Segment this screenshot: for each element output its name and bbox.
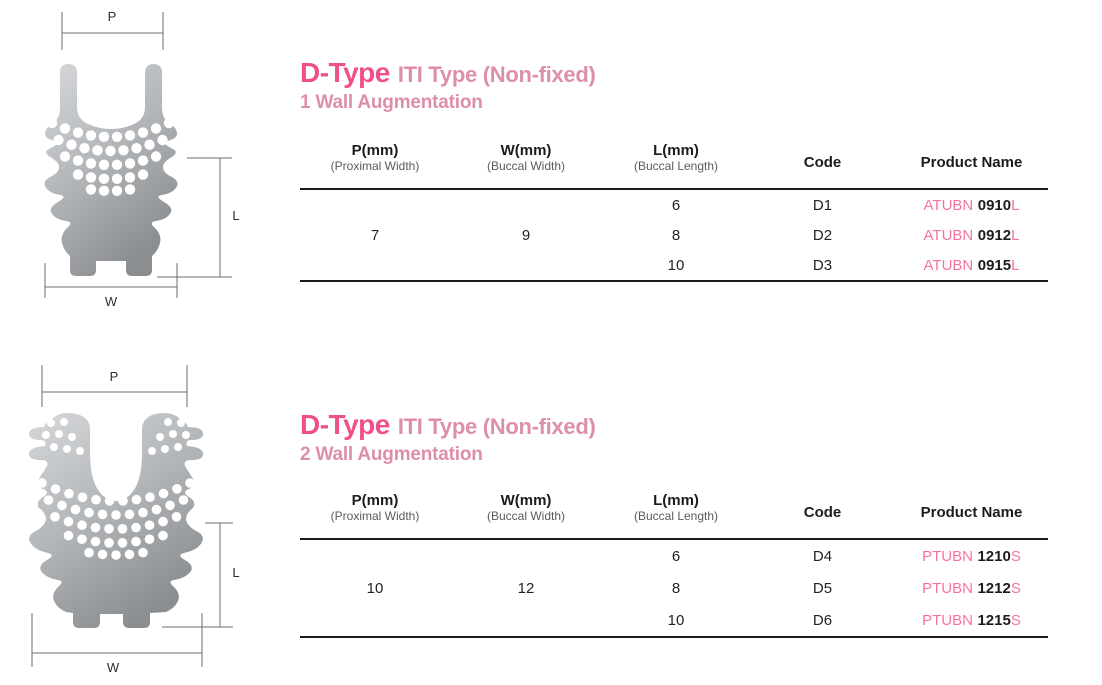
cell-l: 8 <box>671 579 681 597</box>
product-number: 0915 <box>977 256 1012 274</box>
title-type: ITI Type (Non-fixed) <box>397 414 596 439</box>
product-suffix: S <box>1010 579 1021 597</box>
cell-product-name <box>895 572 1048 604</box>
cell-code: D2 <box>812 226 833 244</box>
cell-code: D3 <box>812 256 833 274</box>
cell-p-value: 10 <box>366 579 384 597</box>
cell-l: 6 <box>671 547 681 565</box>
column-header-label: W(mm) <box>500 492 552 509</box>
section-title <box>300 410 1048 442</box>
product-suffix: L <box>1011 196 1020 214</box>
column-header-w <box>450 136 602 188</box>
title-type: ITI Type (Non-fixed) <box>397 62 596 87</box>
product-prefix: ATUBN <box>923 196 974 214</box>
cell-l: 6 <box>671 196 681 214</box>
dimension-w-lines <box>32 613 202 667</box>
cell-product-name <box>895 604 1048 636</box>
mesh-shape-2wall <box>29 413 203 628</box>
cell-w-value: 9 <box>521 226 531 244</box>
table-body <box>300 538 1048 638</box>
column-header-sublabel: (Buccal Length) <box>633 509 719 523</box>
section-subtitle: 1 Wall Augmentation <box>300 92 483 113</box>
cell-code: D4 <box>812 547 833 565</box>
product-number: 1212 <box>977 579 1011 597</box>
cell-l: 8 <box>671 226 681 244</box>
dim-label-p: P <box>109 369 119 384</box>
product-prefix: PTUBN <box>922 579 973 597</box>
mesh-1wall-svg <box>20 5 260 315</box>
column-header-label: L(mm) <box>653 142 699 159</box>
cell-p-value: 7 <box>370 226 380 244</box>
column-header-product-name <box>895 136 1048 188</box>
cell-l: 10 <box>667 256 685 274</box>
dim-label-p: P <box>107 9 117 24</box>
section-subtitle: 2 Wall Augmentation <box>300 444 483 465</box>
column-header-sublabel: (Proximal Width) <box>330 159 420 173</box>
product-number: 0912 <box>977 226 1012 244</box>
product-suffix: S <box>1010 547 1021 565</box>
section-title <box>300 58 1048 90</box>
dim-label-w: W <box>104 294 118 309</box>
product-number: 1215 <box>977 611 1011 629</box>
section-1wall <box>300 58 1048 288</box>
column-header-p <box>300 486 450 538</box>
cell-code: D6 <box>812 611 833 629</box>
cell-product-name <box>895 190 1048 220</box>
table-header-row <box>300 136 1048 188</box>
column-header-label: L(mm) <box>653 492 699 509</box>
column-header-label: Code <box>803 153 842 171</box>
column-header-label: Product Name <box>920 503 1023 521</box>
product-number: 0910 <box>977 196 1012 214</box>
product-table-1wall <box>300 136 1048 282</box>
column-header-sublabel: (Buccal Length) <box>633 159 719 173</box>
product-prefix: PTUBN <box>922 611 973 629</box>
mesh-2wall-svg <box>10 355 260 685</box>
column-header-label: P(mm) <box>351 492 399 509</box>
column-header-product-name <box>895 486 1048 538</box>
product-table-2wall <box>300 486 1048 638</box>
column-header-label: W(mm) <box>500 142 552 159</box>
product-suffix: S <box>1010 611 1021 629</box>
title-main: D-Type <box>300 57 390 88</box>
mesh-diagram-2wall <box>10 355 260 685</box>
column-header-w <box>450 486 602 538</box>
product-suffix: L <box>1011 226 1020 244</box>
section-2wall <box>300 410 1048 650</box>
cell-product-name <box>895 220 1048 250</box>
cell-l: 10 <box>667 611 685 629</box>
column-header-sublabel: (Buccal Width) <box>486 509 566 523</box>
cell-product-name <box>895 540 1048 572</box>
column-header-label: Product Name <box>920 153 1023 171</box>
table-body <box>300 188 1048 282</box>
cell-product-name <box>895 250 1048 280</box>
table-header-row <box>300 486 1048 538</box>
mesh-shape-1wall <box>45 64 178 276</box>
dimension-w-lines <box>45 263 177 298</box>
mesh-silhouette <box>45 64 178 276</box>
dim-label-w: W <box>106 660 120 675</box>
column-header-l <box>602 136 750 188</box>
column-header-l <box>602 486 750 538</box>
column-header-code <box>750 486 895 538</box>
column-header-p <box>300 136 450 188</box>
cell-w-value: 12 <box>517 579 535 597</box>
column-header-sublabel: (Buccal Width) <box>486 159 566 173</box>
dim-label-l: L <box>232 208 240 223</box>
product-prefix: ATUBN <box>923 256 974 274</box>
product-suffix: L <box>1011 256 1020 274</box>
cell-code: D1 <box>812 196 833 214</box>
column-header-code <box>750 136 895 188</box>
product-prefix: PTUBN <box>922 547 973 565</box>
product-prefix: ATUBN <box>923 226 974 244</box>
title-main: D-Type <box>300 409 390 440</box>
column-header-label: P(mm) <box>351 142 399 159</box>
dim-label-l: L <box>232 565 240 580</box>
column-header-sublabel: (Proximal Width) <box>330 509 420 523</box>
cell-code: D5 <box>812 579 833 597</box>
column-header-label: Code <box>803 503 842 521</box>
mesh-diagram-1wall <box>20 5 260 315</box>
product-number: 1210 <box>977 547 1011 565</box>
